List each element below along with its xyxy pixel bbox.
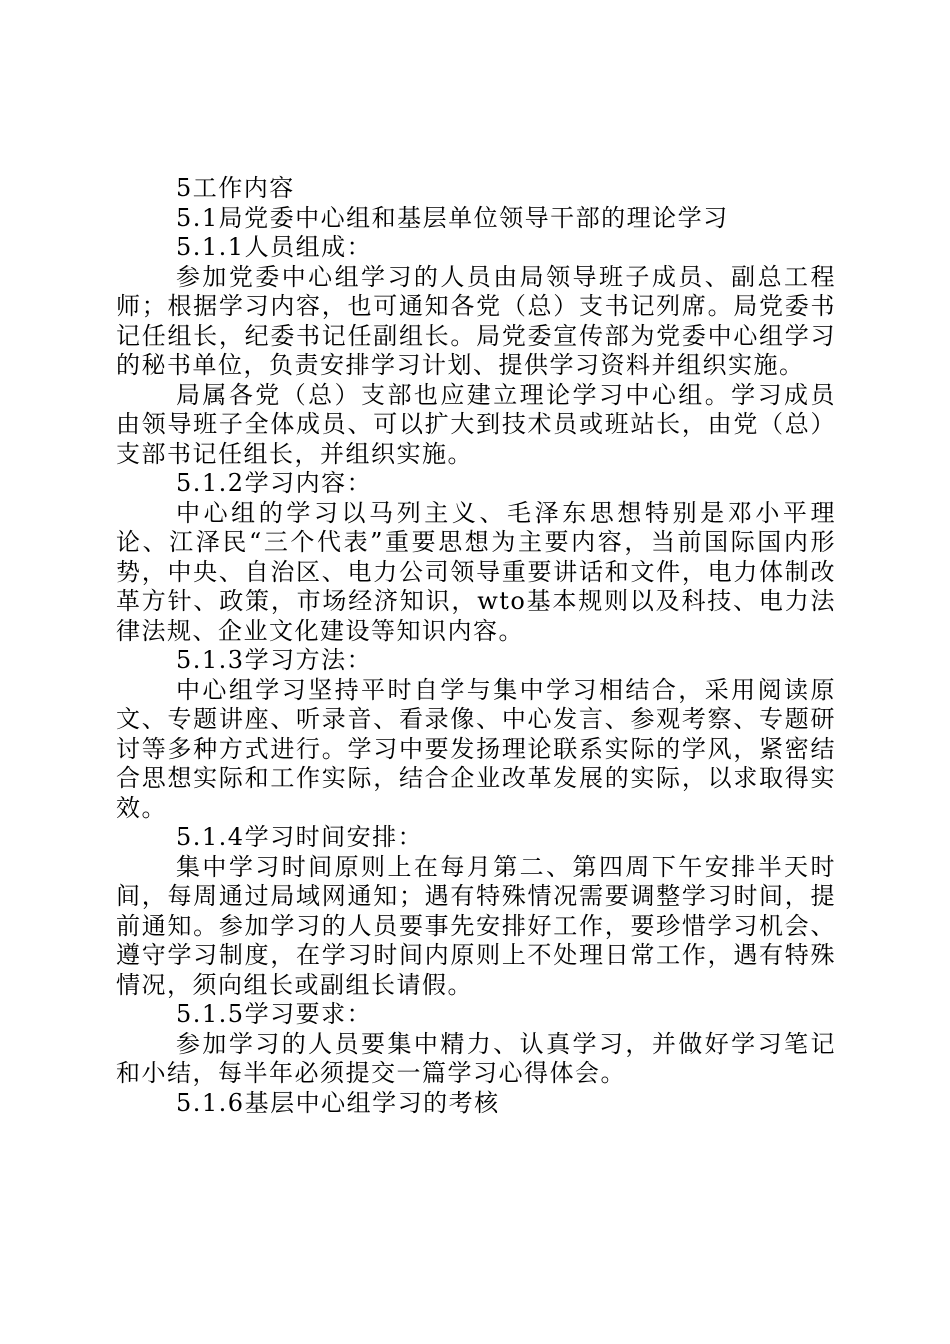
section-heading: 5工作内容 <box>176 174 295 202</box>
clause-heading: 5.1.3学习方法： <box>176 646 373 674</box>
body-paragraph: 中心组的学习以马列主义、毛泽东思想特别是邓小平理论、江泽民“三个代表”重要思想为主要内容，当前国际国内形势，中央、自治区、电力公司领导重要讲话和文件，电力体制改革方针、政策，市场经济知识，wto基本规则以及科技、电力法律法规、企业文化建设等知识内容。 <box>116 498 836 645</box>
clause-heading: 5.1.5学习要求： <box>176 1000 373 1028</box>
body-paragraph: 中心组学习坚持平时自学与集中学习相结合，采用阅读原文、专题讲座、听录音、看录像、中心发言、参观考察、专题研讨等多种方式进行。学习中要发扬理论联系实际的学风，紧密结合思想实际和工作实际，结合企业改革发展的实际，以求取得实效。 <box>116 675 836 822</box>
clause-heading: 5.1.6基层中心组学习的考核 <box>176 1088 500 1117</box>
subsection-heading: 5.1局党委中心组和基层单位领导干部的理论学习 <box>176 203 729 232</box>
clause-heading: 5.1.1人员组成： <box>176 233 373 261</box>
clause-heading: 5.1.4学习时间安排： <box>176 823 424 851</box>
body-paragraph: 集中学习时间原则上在每月第二、第四周下午安排半天时间，每周通过局域网通知；遇有特殊情况需要调整学习时间，提前通知。参加学习的人员要事先安排好工作，要珍惜学习机会、遵守学习制度，在学习时间内原则上不处理日常工作，遇有特殊情况，须向组长或副组长请假。 <box>116 852 836 999</box>
body-paragraph: 局属各党（总）支部也应建立理论学习中心组。学习成员由领导班子全体成员、可以扩大到技术员或班站长，由党（总）支部书记任组长，并组织实施。 <box>116 380 836 468</box>
body-paragraph: 参加党委中心组学习的人员由局领导班子成员、副总工程师；根据学习内容，也可通知各党（总）支书记列席。局党委书记任组长，纪委书记任副组长。局党委宣传部为党委中心组学习的秘书单位，负责安排学习计划、提供学习资料并组织实施。 <box>116 262 836 379</box>
document-body <box>116 174 836 1118</box>
clause-heading: 5.1.2学习内容： <box>176 469 373 497</box>
body-paragraph: 参加学习的人员要集中精力、认真学习，并做好学习笔记和小结，每半年必须提交一篇学习心得体会。 <box>116 1029 836 1087</box>
